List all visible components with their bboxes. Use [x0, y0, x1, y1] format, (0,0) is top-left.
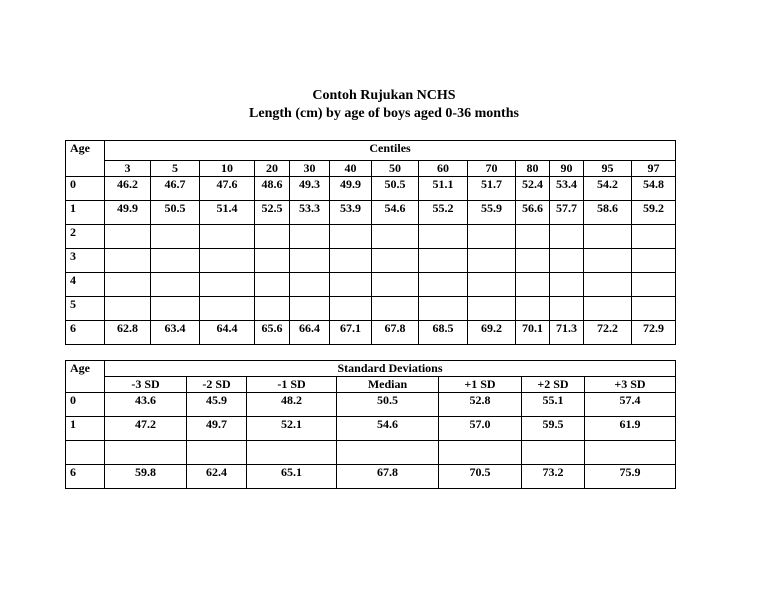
- value-cell: [330, 249, 372, 273]
- value-cell: [584, 225, 632, 249]
- value-cell: [439, 441, 522, 465]
- value-cell: 49.9: [330, 177, 372, 201]
- value-cell: 48.2: [247, 393, 337, 417]
- value-cell: [372, 225, 419, 249]
- value-cell: [105, 441, 187, 465]
- value-cell: 49.7: [187, 417, 247, 441]
- value-cell: [255, 297, 290, 321]
- value-cell: 43.6: [105, 393, 187, 417]
- value-cell: [247, 441, 337, 465]
- centiles-table: [65, 140, 676, 345]
- value-cell: [290, 297, 330, 321]
- value-cell: 46.2: [105, 177, 151, 201]
- value-cell: [419, 297, 468, 321]
- table-row: [66, 225, 676, 249]
- value-cell: 63.4: [151, 321, 200, 345]
- value-cell: [585, 441, 676, 465]
- age-cell: [66, 441, 105, 465]
- column-header: 5: [151, 161, 200, 177]
- column-header: -1 SD: [247, 377, 337, 393]
- value-cell: 69.2: [468, 321, 516, 345]
- age-cell: 1: [66, 417, 105, 441]
- value-cell: 62.8: [105, 321, 151, 345]
- value-cell: [372, 273, 419, 297]
- value-cell: [468, 297, 516, 321]
- value-cell: 45.9: [187, 393, 247, 417]
- value-cell: 50.5: [337, 393, 439, 417]
- column-header: 30: [290, 161, 330, 177]
- value-cell: [419, 273, 468, 297]
- value-cell: 70.1: [516, 321, 550, 345]
- value-cell: 59.8: [105, 465, 187, 489]
- table-row: [66, 465, 676, 489]
- value-cell: 67.1: [330, 321, 372, 345]
- value-cell: [330, 225, 372, 249]
- value-cell: 50.5: [372, 177, 419, 201]
- value-cell: 52.8: [439, 393, 522, 417]
- value-cell: [151, 225, 200, 249]
- table-row: [66, 321, 676, 345]
- age-header: Age: [66, 361, 105, 393]
- column-header: 90: [550, 161, 584, 177]
- column-header: 50: [372, 161, 419, 177]
- column-header: 20: [255, 161, 290, 177]
- value-cell: 54.6: [372, 201, 419, 225]
- document-subtitle: Length (cm) by age of boys aged 0-36 months: [249, 106, 519, 121]
- table-row: [66, 201, 676, 225]
- value-cell: 52.5: [255, 201, 290, 225]
- value-cell: [584, 273, 632, 297]
- table-row: [66, 417, 676, 441]
- age-cell: 6: [66, 465, 105, 489]
- value-cell: [290, 225, 330, 249]
- value-cell: 59.5: [522, 417, 585, 441]
- table-row: [66, 393, 676, 417]
- value-cell: 65.1: [247, 465, 337, 489]
- table-row: [66, 177, 676, 201]
- centiles-header: Centiles: [105, 141, 676, 161]
- value-cell: 54.2: [584, 177, 632, 201]
- value-cell: [584, 297, 632, 321]
- value-cell: 61.9: [585, 417, 676, 441]
- value-cell: 47.6: [200, 177, 255, 201]
- column-header: 95: [584, 161, 632, 177]
- value-cell: 57.0: [439, 417, 522, 441]
- value-cell: 55.2: [419, 201, 468, 225]
- value-cell: 55.9: [468, 201, 516, 225]
- value-cell: [255, 249, 290, 273]
- value-cell: [550, 225, 584, 249]
- column-header: 10: [200, 161, 255, 177]
- column-header: 60: [419, 161, 468, 177]
- value-cell: 52.4: [516, 177, 550, 201]
- age-cell: 0: [66, 177, 105, 201]
- value-cell: [632, 249, 676, 273]
- value-cell: [550, 273, 584, 297]
- value-cell: 57.4: [585, 393, 676, 417]
- age-cell: 2: [66, 225, 105, 249]
- standard-deviations-table: [65, 360, 676, 489]
- value-cell: 46.7: [151, 177, 200, 201]
- value-cell: [151, 273, 200, 297]
- age-header: Age: [66, 141, 105, 177]
- value-cell: [584, 249, 632, 273]
- value-cell: 49.9: [105, 201, 151, 225]
- table-row: [66, 441, 676, 465]
- value-cell: 75.9: [585, 465, 676, 489]
- value-cell: 64.4: [200, 321, 255, 345]
- column-header: 40: [330, 161, 372, 177]
- value-cell: [200, 225, 255, 249]
- value-cell: [255, 225, 290, 249]
- value-cell: [105, 297, 151, 321]
- value-cell: 54.8: [632, 177, 676, 201]
- value-cell: 68.5: [419, 321, 468, 345]
- value-cell: 67.8: [337, 465, 439, 489]
- value-cell: [419, 225, 468, 249]
- value-cell: [105, 273, 151, 297]
- value-cell: 50.5: [151, 201, 200, 225]
- value-cell: 62.4: [187, 465, 247, 489]
- value-cell: 48.6: [255, 177, 290, 201]
- column-header: 97: [632, 161, 676, 177]
- age-cell: 5: [66, 297, 105, 321]
- value-cell: 53.9: [330, 201, 372, 225]
- value-cell: 52.1: [247, 417, 337, 441]
- value-cell: [419, 249, 468, 273]
- value-cell: 51.7: [468, 177, 516, 201]
- value-cell: [290, 273, 330, 297]
- value-cell: [632, 297, 676, 321]
- value-cell: [290, 249, 330, 273]
- value-cell: [372, 297, 419, 321]
- value-cell: [105, 249, 151, 273]
- value-cell: [337, 441, 439, 465]
- value-cell: 47.2: [105, 417, 187, 441]
- column-header: Median: [337, 377, 439, 393]
- value-cell: 58.6: [584, 201, 632, 225]
- value-cell: [468, 249, 516, 273]
- value-cell: 59.2: [632, 201, 676, 225]
- value-cell: [522, 441, 585, 465]
- value-cell: [255, 273, 290, 297]
- age-cell: 4: [66, 273, 105, 297]
- standard-deviations-header: Standard Deviations: [105, 361, 676, 377]
- value-cell: [468, 273, 516, 297]
- value-cell: [330, 273, 372, 297]
- column-header: 3: [105, 161, 151, 177]
- value-cell: [105, 225, 151, 249]
- value-cell: 53.3: [290, 201, 330, 225]
- value-cell: [151, 249, 200, 273]
- value-cell: 66.4: [290, 321, 330, 345]
- column-header: +3 SD: [585, 377, 676, 393]
- value-cell: 51.4: [200, 201, 255, 225]
- column-header: 80: [516, 161, 550, 177]
- column-header: +1 SD: [439, 377, 522, 393]
- value-cell: 72.9: [632, 321, 676, 345]
- value-cell: 67.8: [372, 321, 419, 345]
- value-cell: 73.2: [522, 465, 585, 489]
- age-cell: 1: [66, 201, 105, 225]
- value-cell: 70.5: [439, 465, 522, 489]
- value-cell: [200, 297, 255, 321]
- column-header: -2 SD: [187, 377, 247, 393]
- document-title: Contoh Rujukan NCHS: [312, 88, 456, 103]
- value-cell: 49.3: [290, 177, 330, 201]
- table-row: [66, 273, 676, 297]
- value-cell: 55.1: [522, 393, 585, 417]
- value-cell: 51.1: [419, 177, 468, 201]
- value-cell: [632, 225, 676, 249]
- value-cell: [516, 249, 550, 273]
- column-header: 70: [468, 161, 516, 177]
- value-cell: 72.2: [584, 321, 632, 345]
- age-cell: 0: [66, 393, 105, 417]
- value-cell: [550, 249, 584, 273]
- column-header: +2 SD: [522, 377, 585, 393]
- value-cell: [516, 225, 550, 249]
- value-cell: [200, 249, 255, 273]
- value-cell: 57.7: [550, 201, 584, 225]
- value-cell: 65.6: [255, 321, 290, 345]
- value-cell: 56.6: [516, 201, 550, 225]
- column-header: -3 SD: [105, 377, 187, 393]
- value-cell: [550, 297, 584, 321]
- value-cell: [200, 273, 255, 297]
- value-cell: 71.3: [550, 321, 584, 345]
- value-cell: 54.6: [337, 417, 439, 441]
- age-cell: 3: [66, 249, 105, 273]
- value-cell: 53.4: [550, 177, 584, 201]
- value-cell: [632, 273, 676, 297]
- value-cell: [330, 297, 372, 321]
- value-cell: [468, 225, 516, 249]
- value-cell: [516, 273, 550, 297]
- table-row: [66, 297, 676, 321]
- value-cell: [187, 441, 247, 465]
- table-row: [66, 249, 676, 273]
- value-cell: [516, 297, 550, 321]
- age-cell: 6: [66, 321, 105, 345]
- value-cell: [151, 297, 200, 321]
- value-cell: [372, 249, 419, 273]
